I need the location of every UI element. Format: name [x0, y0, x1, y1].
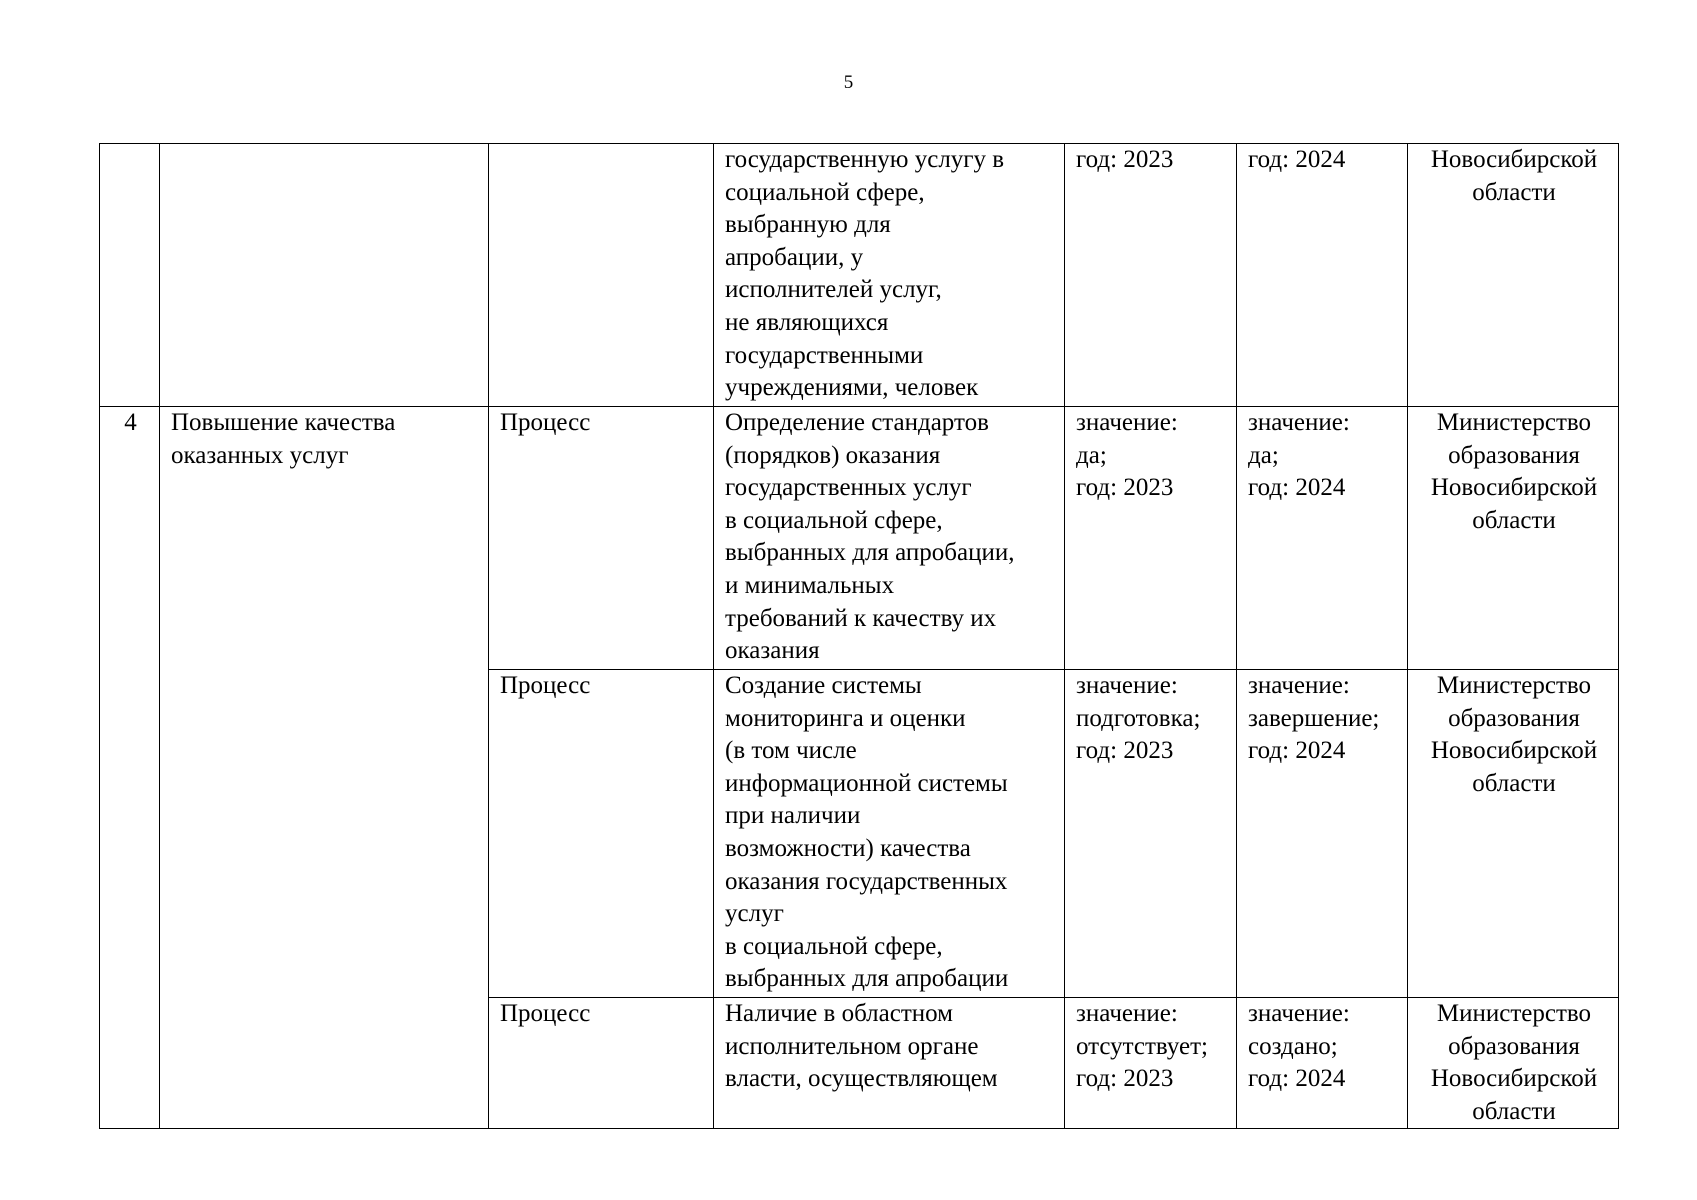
base-text-line: отсутствует; — [1076, 1032, 1209, 1060]
indicator-text-line: оказания — [725, 637, 820, 665]
indicator-text-line: государственных услуг — [725, 474, 972, 502]
indicator-text-line: государственную услугу в — [725, 146, 1005, 173]
indicator-text-line: информационной системы — [725, 769, 1008, 797]
indicator-text-line: требований к качеству их — [725, 604, 997, 632]
target-text-line: год: 2024 — [1248, 737, 1346, 765]
goal-name-cell — [160, 144, 489, 407]
responsible-text-line: Министерство — [1436, 1000, 1592, 1027]
target-value-cell — [1237, 407, 1408, 670]
indicator-text-line: в социальной сфере, — [725, 932, 943, 960]
indicator-name-cell — [714, 670, 1065, 998]
responsible-org-cell — [1408, 670, 1619, 998]
responsible-text-line: области — [1472, 769, 1556, 797]
target-value-cell — [1237, 998, 1408, 1129]
base-text-line: год: 2023 — [1076, 474, 1174, 502]
responsible-text-line: образования — [1448, 1032, 1580, 1060]
target-text-line: да; — [1248, 441, 1279, 469]
base-value-cell — [1065, 998, 1237, 1129]
responsible-text-line: Новосибирской — [1430, 474, 1598, 502]
type-text-line: Процесс — [500, 1000, 591, 1027]
base-text-line: год: 2023 — [1076, 1065, 1174, 1093]
responsible-text-line: Министерство — [1436, 672, 1592, 699]
indicator-name-cell — [714, 144, 1065, 407]
indicator-text-line: и минимальных — [725, 571, 895, 599]
responsible-text-line: Новосибирской — [1430, 737, 1598, 765]
table-row — [100, 144, 1619, 407]
indicator-text-line: (порядков) оказания — [725, 441, 941, 469]
indicator-text-line: апробации, у — [725, 243, 864, 271]
name-text-line: Повышение качества — [171, 409, 396, 436]
base-text-line: год: 2023 — [1076, 737, 1174, 765]
responsible-text-line: Министерство — [1436, 409, 1592, 436]
responsible-text-line: Новосибирской — [1430, 1065, 1598, 1093]
base-text-line: год: 2023 — [1076, 146, 1174, 173]
responsible-text-line: области — [1472, 1097, 1556, 1125]
base-value-cell — [1065, 144, 1237, 407]
responsible-text-line: образования — [1448, 704, 1580, 732]
indicator-text-line: оказания государственных — [725, 867, 1008, 895]
table-row — [100, 407, 1619, 670]
indicator-text-line: выбранных для апробации, — [725, 539, 1015, 567]
responsible-text-line: Новосибирской — [1430, 146, 1598, 173]
indicator-text-line: выбранных для апробации — [725, 965, 1009, 993]
target-text-line: год: 2024 — [1248, 1065, 1346, 1093]
target-text-line: создано; — [1248, 1032, 1338, 1060]
target-value-cell — [1237, 670, 1408, 998]
goal-name-cell — [160, 407, 489, 1129]
indicator-text-line: Наличие в областном — [725, 1000, 953, 1027]
name-text-line: оказанных услуг — [171, 441, 349, 469]
indicator-name-cell — [714, 998, 1065, 1129]
indicator-text-line: власти, осуществляющем — [725, 1065, 998, 1093]
indicator-text-line: Определение стандартов — [725, 409, 989, 436]
indicator-type-cell — [489, 144, 714, 407]
base-text-line: значение: — [1076, 672, 1178, 699]
indicator-text-line: выбранную для — [725, 211, 891, 239]
indicator-type-cell — [489, 670, 714, 998]
indicator-text-line: учреждениями, человек — [725, 374, 979, 402]
base-value-cell — [1065, 670, 1237, 998]
indicator-text-line: исполнительном органе — [725, 1032, 979, 1060]
target-value-cell — [1237, 144, 1408, 407]
base-text-line: подготовка; — [1076, 704, 1201, 732]
indicators-table — [99, 143, 1619, 1129]
responsible-org-cell — [1408, 998, 1619, 1129]
indicator-text-line: государственными — [725, 341, 924, 369]
target-text-line: год: 2024 — [1248, 474, 1346, 502]
indicator-name-cell — [714, 407, 1065, 670]
base-value-cell — [1065, 407, 1237, 670]
row-number-cell — [100, 144, 160, 407]
responsible-text-line: области — [1472, 178, 1556, 206]
target-text-line: значение: — [1248, 409, 1350, 436]
type-text-line: Процесс — [500, 409, 591, 436]
indicator-text-line: в социальной сфере, — [725, 506, 943, 534]
indicator-text-line: при наличии — [725, 802, 861, 830]
target-text-line: год: 2024 — [1248, 146, 1346, 173]
base-text-line: значение: — [1076, 409, 1178, 436]
responsible-text-line: области — [1472, 506, 1556, 534]
indicator-text-line: (в том числе — [725, 737, 857, 765]
indicator-text-line: услуг — [725, 900, 784, 928]
indicator-type-cell — [489, 998, 714, 1129]
indicator-text-line: Создание системы — [725, 672, 922, 699]
base-text-line: значение: — [1076, 1000, 1178, 1027]
responsible-text-line: образования — [1448, 441, 1580, 469]
indicator-type-cell — [489, 407, 714, 670]
indicator-text-line: возможности) качества — [725, 834, 971, 862]
indicator-text-line: исполнителей услуг, — [725, 276, 942, 304]
target-text-line: значение: — [1248, 1000, 1350, 1027]
row-number-cell — [100, 407, 160, 1129]
indicator-text-line: не являющихся — [725, 308, 889, 336]
num-text-line: 4 — [124, 409, 137, 436]
target-text-line: завершение; — [1248, 704, 1380, 732]
base-text-line: да; — [1076, 441, 1107, 469]
indicator-text-line: мониторинга и оценки — [725, 704, 966, 732]
indicator-text-line: социальной сфере, — [725, 178, 925, 206]
responsible-org-cell — [1408, 407, 1619, 670]
target-text-line: значение: — [1248, 672, 1350, 699]
page-number: 5 — [843, 72, 854, 93]
type-text-line: Процесс — [500, 672, 591, 699]
responsible-org-cell — [1408, 144, 1619, 407]
